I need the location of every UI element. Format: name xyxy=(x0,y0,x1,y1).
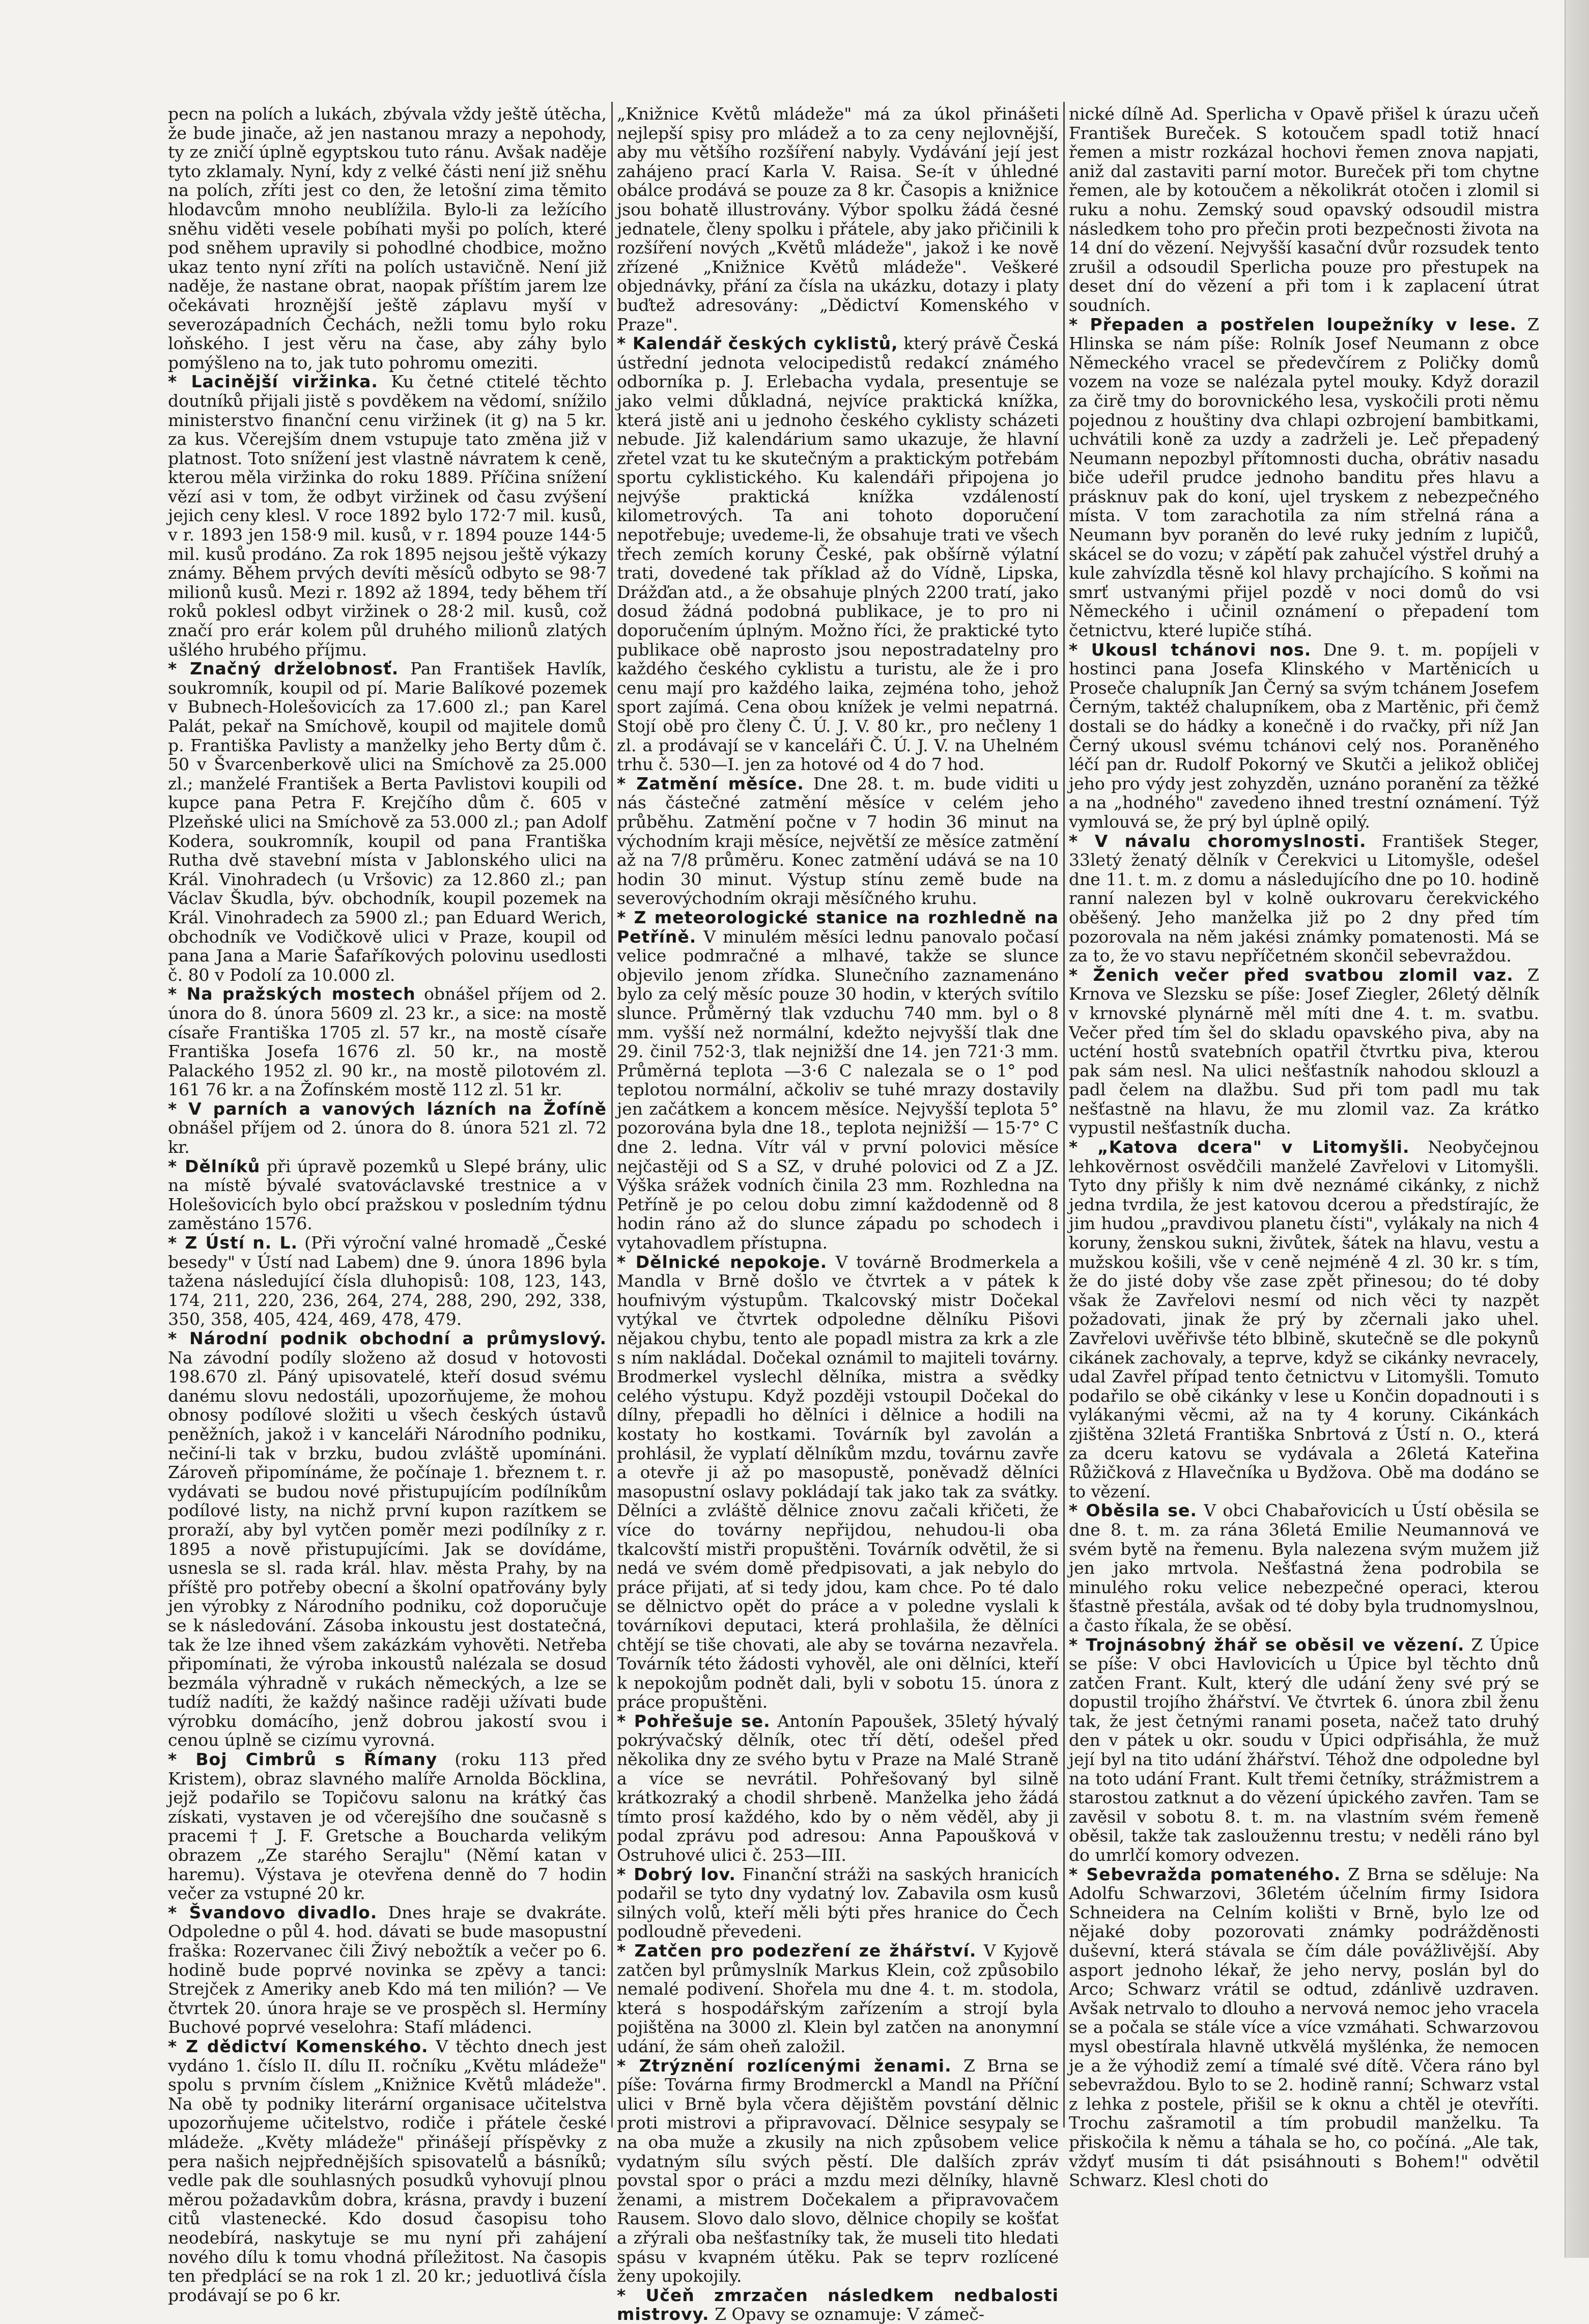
article-body: Z Brna se píše: Továrna firmy Brodmerckl a Mandl na Příční ulici v Brně byla včera dějištěm povstání dělnic proti mistrovi a připravovací. Dělnice sesypaly se na oba muže a zkusily na nich způsobem velice vydatným sílu svých pěstí. Dle dalších zpráv povstal spor o práci a mzdu mezi dělníky, hlavně ženami, a mistrem Dočekalem a připravovačem Rausem. Slovo dalo slovo, dělnice chopily se košťat a zřýrali oba nešťastníky tak, že museli tito hledati spásu v kvapném útěku. Pak se teprv rozlícené ženy upokojily. xyxy=(617,2055,1059,2286)
article-paragraph xyxy=(1069,1501,1539,1635)
article-headline: * Dělníků xyxy=(168,1156,261,1176)
article-headline: * Dělnické nepokoje. xyxy=(617,1252,828,1272)
column-3 xyxy=(1069,104,1540,2191)
article-body: (Při výroční valné hromadě „České besedy" v Ústí nad Labem) dne 9. února 1896 byla tažena následující čísla dluhopisů: 108, 123, 143, 174, 211, 220, 236, 264, 274, 288, 290, 292, 338, 350, 358, 405, 424, 469, 478, 479. xyxy=(168,1233,607,1329)
article-headline: * Pohřešuje se. xyxy=(617,1711,771,1731)
article-headline: * Trojnásobný žhář se oběsil ve vězení. xyxy=(1069,1634,1465,1655)
article-body: Z Krnova ve Slezsku se píše: Josef Ziegler, 26letý dělník v krnovské plynárně měl míti dne 4. t. m. svatbu. Večer před tím šel do skladu opavského piva, aby na ucténí hostů svatebních opatřil čtvrtku piva, kterou pak sám nesl. Na ulici nešťastník nahodou sklouzl a padl čelem na dlažbu. Sud při tom padl mu tak nešťastně na hlavu, že mu zlomil vaz. Za krátko vypustil nešťastník ducha. xyxy=(1069,965,1540,1138)
article-body: Neobyčejnou lehkověrnost osvědčili manželé Zavřelovi v Litomyšli. Tyto dny přišly k nim dvě neznámé cikánky, z nichž jedna tvrdila, že jest katovou dcerou a předstírajíc, že jim hudou „pravdivou planetu čísti", vylákaly na nich 4 koruny, ženskou sukni, živůtek, šátek na hlavu, vestu a mužskou košili, vše v ceně nejméně 4 zl. 30 kr. s tím, že do jisté doby vše zase zpět přinesou; do té doby však že Zavřelovi nesmí od nich věci ty nazpět požadovati, jinak že prý by zčernali jako uhel. Zavřelovi uvěřivše této blbině, skutečně se dle pokynů cikánek zachovaly, a teprve, když se cikánky nevracely, udal Zavřel případ tento četnictvu v Litomyšli. Tomuto podařilo se obě cikánky v lese u Končin dopadnouti i s vylákanými věcmi, až na ty 4 koruny. Cikánkách zjištěna 32letá Františka Snbrtová z Ústí n. O., která za dceru katovu se vydávala a 26letá Kateřina Růžičková z Hlavečníka u Bydžova. Obě ma dodáno se to vězení. xyxy=(1069,1137,1539,1501)
article-paragraph xyxy=(617,1253,1059,1712)
article-headline: * Sebevražda pomateného. xyxy=(1069,1864,1341,1884)
article-headline: * Ztrýznění rozlícenými ženami. xyxy=(617,2055,952,2076)
article-paragraph xyxy=(1069,640,1539,832)
article-paragraph xyxy=(1069,104,1539,315)
article-body: Dnes hraje se dvakráte. Odpoledne o půl 4. hod. dávati se bude masopustní fraška: Rozervanec čili Živý nebožtík a večer po 6. hodině bude poprvé novinka se zpěvy a tanci: Strejček z Ameriky aneb Kdo má ten milión? — Ve čtvrtek 20. února hraje se ve prospěch sl. Hermíny Buchové poprvé veselohra: Stafí mládenci. xyxy=(168,1902,607,2037)
article-headline: * V návalu choromyslnosti. xyxy=(1069,831,1367,851)
article-body: Pan František Havlík, soukromník, koupil od pí. Marie Balíkové pozemek v Bubnech-Holešovicích za 17.600 zl.; pan Karel Palát, pekař na Smíchově, koupil od majitele domů p. Františka Pavlisty a manželky jeho Berty dům č. 50 v Švarcenberkově ulici na Smíchově za 25.000 zl.; manželé František a Berta Pavlistovi koupili od kupce pana Petra F. Krejčího dům č. 605 v Plzeňské ulici na Smíchově za 53.000 zl.; pan Adolf Kodera, soukromník, koupil od pana Františka Rutha dvě stavební místa v Jablonského ulici na Král. Vinohradech (u Vršovic) za 12.860 zl.; pan Václav Škudla, býv. obchodník, koupil pozemek na Král. Vinohradech za 5900 zl.; pan Eduard Werich, obchodník ve Vodičkově ulici v Praze, koupil od pana Jana a Marie Šafaříkových polovinu usedlosti č. 80 v Podolí za 10.000 zl. xyxy=(168,659,607,985)
article-paragraph xyxy=(617,104,1059,334)
article-headline: * V parních a vanových lázních na Žofíně xyxy=(168,1098,607,1119)
article-body: Z Opavy se oznamuje: V zámeč- xyxy=(709,2304,985,2324)
article-body: V minulém měsíci lednu panovalo počasí velice podmračné a mlhavé, takže se slunce objevilo jenom zřídka. Slunečního zaznamenáno bylo za celý měsíc pouze 30 hodin, v kterých svítilo slunce. Průměrný tlak vzduchu 740 mm. byl o 8 mm. vyšší než normální, kdežto nejvyšší tlak dne 29. činil 752·3, tlak nejnižší dne 14. jen 721·3 mm. Průměrná teplota —3·6 C nalezala se o 1° pod teplotou normální, ačkoliv se tuhé mrazy dostavily jen začátkem a koncem měsíce. Nejvyšší teplota 5° pozorována byla dne 18., teplota nejnižší — 15·7° C dne 2. ledna. Vítr vál v první polovici měsíce nejčastěji od S a SZ, v druhé polovici od Z a JZ. Výška srážek vodních činila 23 mm. Rozhledna na Petříně je po celou dobu zimní každodenně od 8 hodin ráno až do slunce západu po schodech i vytahovadlem přístupna. xyxy=(617,926,1059,1253)
article-body: (roku 113 před Kristem), obraz slavného malíře Arnolda Böcklina, jejž podařilo se Topičovu salonu na krátký čas získati, vystaven je od včerejšího dne současně s pracemi † J. F. Gretsche a Boucharda velikým obrazem „Ze starého Serajlu" (Němí katan v haremu). Výstava je otevřena denně do 7 hodin večer za vstupné 20 kr. xyxy=(168,1749,607,1904)
article-headline: * Národní podnik obchodní a průmyslový. xyxy=(168,1328,607,1348)
article-body: pecn na polích a lukách, zbývala vždy ještě útěcha, že bude jinače, až jen nastanou mrazy a nepohody, ty ze zničí úplně egyptskou tuto ránu. Avšak naděje tyto zklamaly. Nyní, kdy z velké části není již sněhu na polích, zříti jest co den, že letošní zima těmito hlodavcům mnoho neublížila. Bylo-li za ležícího sněhu viděti vesele pobíhati myši po polích, které pod sněhem upravily si pohodlné chodbice, možno ukaz tento nyní zříti na polích ustavičně. Není již naděje, že nastane obrat, naopak příštím jarem lze očekávati hroznější ještě záplavu myší v severozápadních Čechách, nežli tomu bylo roku loňského. I jest věru na čase, aby záhy bylo pomýšleno na to, jak tuto pohromu omeziti. xyxy=(168,104,607,373)
article-body: který právě Česká ústřední jednota velocipedistů redakcí známého odborníka p. J. Erlebacha vydala, presentuje se jako velmi důkladná, nejvíce praktická knížka, která jistě ani u jednoho českého cyklisty scházeti nebude. Již kalendárium samo ukazuje, že hlavní zřetel vzat tu ke skutečným a praktickým potřebám sportu cyklistického. Ku kalendáři připojena jo nejvýše praktická knížka vzdáleností kilometrových. Ta ani tohoto doporučení nepotřebuje; uvedeme-li, že obsahuje trati ve všech třech zemích koruny České, pak obšírně výlatní trati, dovedené tak příklad až do Vídně, Lipska, Drážďan atd., a že obsahuje plných 2200 tratí, jako dosud žádná podobná publikace, je to pro ni doporučením úplným. Možno říci, že praktické tyto publikace obě naprosto jsou nepostradatelny pro každého českého cyklistu a turistu, ale že i pro cenu mají pro každého laika, zejména toho, jehož sport zajímá. Cena obou knížek je velmi nepatrná. Stojí obě pro členy Č. Ú. J. V. 80 kr., pro nečleny 1 zl. a prodávají se v kanceláři Č. Ú. J. V. na Uhelném trhu č. 530—I. jen za hotové od 4 do 7 hod. xyxy=(617,333,1059,775)
article-paragraph xyxy=(1069,315,1539,640)
article-paragraph xyxy=(168,984,607,1099)
article-body: nické dílně Ad. Sperlicha v Opavě přišel k úrazu učeň František Bureček. S kotoučem spadl totiž hnací řemen a mistr rozkázal hochovi řemen znova napjati, aniž dal zastaviti parní motor. Bureček při tom chytne řemen, ale by kotoučem a několikrát otočen i zlomil si ruku a nohu. Zemský soud opavský odsoudil mistra následkem toho pro přečin proti bezpečnosti života na 14 dní do vězení. Nejvyšší kasační dvůr rozsudek tento zrušil a odsoudil Sperlicha pouze pro přestupek na deset dní do vězení a při tom i k zaplacení útrat soudních. xyxy=(1069,104,1539,315)
article-paragraph xyxy=(617,908,1059,1253)
article-body: Z Hlinska se nám píše: Rolník Josef Neumann z obce Německého vracel se předevčírem z Poličky domů vozem na voze se nalézala pytel mouky. Když dorazil za čirě tmy do borovnického lesa, vyskočili proti němu pojednou z houštiny dva chlapi ozbrojení bambitkami, uchvátili koně za uzdy a zadrželi je. Leč přepadený Neumann nepozbyl přítomnosti ducha, obrátiv nasadu biče udeřil prudce jednoho banditu přes hlavu a prásknuv pak do koní, ujel tryskem z nebezpečného místa. V tom zarachotila za ním střelná rána a Neumann byv poraněn do levé ruky jedním z lupičů, skácel se do vozu; v zápětí pak zahučel výstřel druhý a kule zahvízdla těsně kol hlavy prchajícího. S koňmi na smrť ustvanými přijel pozdě v noci domů do vsi Německého i učinil oznámení o přepadení tom četnictvu, které lupiče stíhá. xyxy=(1069,314,1540,641)
article-paragraph xyxy=(1069,1635,1539,1865)
article-body: Z Úpice se píše: V obci Havlovicích u Úpice byl těchto dnů zatčen Frant. Kult, který dle udání ženy své prý se dopustil trojího žhářství. Ve čtvrtek 6. února zbil ženu tak, že jest četnými ranami poseta, načež tato druhý den v pátek u okr. soudu v Úpici odpřisáhla, že muž její byl na tito udání žhářství. Téhož dne odpoledne byl na toto udání Frant. Kult třemi četníky, strážmistrem a starostou zatknut a do vězení úpického zavřen. Tam se zavěsil v sobotu 8. t. m. na vlastním svém řemeně oběsil, takže tak zasloužennu trestu; v neděli ráno byl do umrlčí komory odvezen. xyxy=(1069,1634,1539,1865)
column-3-text xyxy=(1069,104,1539,2190)
article-body: Antonín Papoušek, 35letý hývalý pokrývačský dělník, otec tří dětí, odešel před několika dny ze svého bytu v Praze na Malé Straně a více se nevrátil. Pohřešovaný byl silně krátkozraký a chodil shrbeně. Manželka jeho žádá tímto prosí každého, kdo by o něm věděl, aby ji podal zprávu pod adresou: Anna Papoušková v Ostruhové ulici č. 253—III. xyxy=(617,1711,1059,1865)
article-headline: * Ženich večer před svatbou zlomil vaz. xyxy=(1069,965,1514,985)
article-paragraph xyxy=(168,1750,607,1903)
article-headline: * Kalendář českých cyklistů, xyxy=(617,333,898,354)
article-headline: * Zatmění měsíce. xyxy=(617,773,804,793)
article-paragraph xyxy=(168,659,607,984)
article-paragraph xyxy=(617,1865,1059,1941)
article-body: V továrně Brodmerkela a Mandla v Brně došlo ve čtvrtek a v pátek k houfnivým výstupům. Tkalcovský mistr Dočekal vytýkal ve čtvrtek odpoledne dělníku Pišovi nějakou chybu, tento ale popadl mistra za krk a zle s ním nakládal. Dočekal oznámil to majiteli továrny. Brodmerkel vyslechl dělníka, mistra a svědky celého výstupu. Když později vstoupil Dočekal do dílny, přepadli ho dělníci i dělnice a hodili na kostaty ho kostkami. Továrník byl zavolán a prohlásil, že vyplatí dělníkům mzdu, továrnu zavře a otevře ji až po masopustě, poněvadž dělníci masopustní oslavy pokládají tak jako tak za svátky. Dělníci a zvláště dělnice znovu začali křičeti, že více do továrny nepřijdou, nehudou-li oba tkalcovští mistři propuštěni. Továrník odvětil, že si nedá ve svém domě předpisovati, a jak nebylo do práce přijati, ať si tedy jdou, kam chce. Po té dalo se dělnictvo opět do práce a v poledne vyslali k továrníkovi deputaci, která prohlašila, že dělníci chtějí se tiše chovati, ale aby se továrna nezavřela. Továrník této žádosti vyhověl, ale oni dělníci, kteří k nepokojům podnět dali, byli v sobotu 15. února z práce propuštěni. xyxy=(617,1252,1059,1712)
article-headline: * Boj Cimbrů s Římany xyxy=(168,1749,438,1770)
article-headline: * Učeň zmrzačen následkem nedbalosti mistrovy. xyxy=(617,2285,1059,2324)
article-paragraph xyxy=(617,774,1059,908)
article-headline: * Oběsila se. xyxy=(1069,1500,1197,1521)
article-headline: * Na pražských mostech xyxy=(168,984,416,1004)
article-paragraph xyxy=(617,2056,1059,2286)
article-body: Finanční stráži na saských hranicích podařil se tyto dny vydatný lov. Zabavila osm kusů silných volů, kteří měli býti přes hranice do Čech podloudně převedeni. xyxy=(617,1864,1059,1942)
article-paragraph xyxy=(1069,832,1539,966)
column-2 xyxy=(617,104,1059,2324)
article-paragraph xyxy=(1069,1865,1539,2190)
article-headline: * Zatčen pro podezření ze žhářství. xyxy=(617,1941,977,1961)
article-paragraph xyxy=(168,1157,607,1233)
article-paragraph xyxy=(617,1941,1059,2056)
article-paragraph xyxy=(168,2037,607,2305)
column-1 xyxy=(168,104,607,2305)
article-body: obnášel příjem od 2. února do 8. února 5609 zl. 23 kr., a sice: na mostě císaře Františka 1705 zl. 57 kr., na mostě císaře Františka Josefa 1676 zl. 50 kr., na mostě Palackého 1952 zl. 90 kr., na mostě pilotovém zl. 161 76 kr. a na Žofínském mostě 112 zl. 51 kr. xyxy=(168,984,607,1100)
article-headline: * Z meteorologické stanice na rozhledně na Petříně. xyxy=(617,907,1059,947)
article-body: Z Brna se sděluje: Na Adolfu Schwarzovi, 36letém účelním firmy Isidora Schneidera na Celním kolišti v Brně, bylo lze od nějaké doby pozorovati známky podrážděnosti duševní, která stávala se čím dále povážlivější. Aby asport jednoho lékař, že jeho nervy, poslán byl do Arco; Schwarz vrátil se odtud, zdánlivě uzdraven. Avšak netrvalo to dlouho a nervová nemoc jeho vracela se a počala se stále více a více vzmáhati. Schwarzovou mysl obestírala hlavně utkvělá myšlénka, že nemocen je a že výhodiž zemí a tímalé své dítě. Včera ráno byl sebevraždou. Bylo to se 2. hodině ranní; Schwarz vstal z lehka z postele, přišil se k oknu a chtěl je otevříti. Trochu zašramotil a tím probudil manželku. Ta přiskočila k němu a táhala se ho, co počíná. „Ale tak, vždyť musím ti dát psisáhnouti s Bohem!" odvětil Schwarz. Klesl choti do xyxy=(1069,1864,1539,2191)
article-body: V Kyjově zatčen byl průmyslník Markus Klein, což způsobilo nemalé podivení. Shořela mu dne 4. t. m. stodola, která s hospodářským zařízením a strojí byla pojištěna na 3000 zl. Klein byl zatčen na anonymní udání, že sám oheň založil. xyxy=(617,1941,1059,2056)
article-headline: * Ukousl tchánovi nos. xyxy=(1069,639,1312,660)
article-headline: * „Katova dcera" v Litomyšli. xyxy=(1069,1137,1410,1157)
column-divider-1 xyxy=(611,102,613,2128)
article-body: „Knižnice Květů mládeže" má za úkol přinášeti nejlepší spisy pro mládež a to za ceny nejlovnější, aby mu většího rozšíření nabyly. Vydávání její jest zahájeno prací Karla V. Raisa. Se-ít v úhledné obálce prodává se pouze za 8 kr. Časopis a knižnice jsou bohatě illustrovány. Výbor spolku žádá česné jednatele, členy spolku i přátele, aby jako přičinili k rozšíření nových „Květů mládeže", jakož i ke nově zřízené „Knižnice Květů mládeže". Veškeré objednávky, přání za čísla na ukázku, dotazy i platy buďtež adresovány: „Dědictví Komenského v Praze". xyxy=(617,104,1059,334)
article-body: František Steger, 33letý ženatý dělník v Čerekvici u Litomyšle, odešel dne 11. t. m. z domu a následujícího dne po 10. hodině ranní nalezen byl v kolně oukrovaru čerekvického oběšený. Jeho manželka již po 2 dny před tím pozorovala na něm jakési známky pomatenosti. Má se za to, že vo stavu nepříčetném skončil sebevraždou. xyxy=(1069,831,1540,966)
article-paragraph xyxy=(168,1099,607,1157)
article-headline: * Švandovo divadlo. xyxy=(168,1902,378,1922)
column-2-text xyxy=(617,104,1059,2324)
article-paragraph xyxy=(168,104,607,372)
article-body: V obci Chabařovicích u Ústí oběsila se dne 8. t. m. za rána 36letá Emilie Neumannová ve svém bytě na řemenu. Byla nalezena svým mužem již jen jako mrtvola. Nešťastná žena podrobila se minulého roku velice nebezpečné operaci, kterou šťastně přestála, avšak od té doby byla trudnomyslnou, a často říkala, že se oběsí. xyxy=(1069,1500,1539,1635)
article-paragraph xyxy=(1069,966,1539,1138)
column-1-text xyxy=(168,104,607,2305)
article-body: Dne 9. t. m. popíjeli v hostinci pana Josefa Klinského v Martěnicích u Proseče chalupník Jan Černý sa svým tchánem Josefem Černým, taktéž chalupníkem, oba z Martěnic, při čemž dostali se do hádky a konečně i do rvačky, při níž Jan Černý ukousl svému tchánovi celý nos. Poraněného léčí pan dr. Rudolf Pokorný ve Skutči a jelikož obličej jeho pro výdy jest zohyzděn, uznáno poranění za těžké a na „hodného" zavedeno ihned trestní oznámení. Týž vymlouvá se, že prý byl úplně opilý. xyxy=(1069,639,1539,832)
article-paragraph xyxy=(617,334,1059,774)
article-body: Dne 28. t. m. bude viditi u nás částečné zatmění měsíce v celém jeho průběhu. Zatmění počne v 7 hodin 36 minut na východním kraji měsíce, největší ze měsíce zatmění až na 7/8 průměru. Konec zatmění udává se na 10 hodin 30 minut. Výstup stínu země bude na severovýchodním okraji měsíčného kruhu. xyxy=(617,773,1059,909)
article-headline: * Z dědictví Komenského. xyxy=(168,2036,429,2056)
article-headline: * Přepaden a postřelen loupežníky v lese. xyxy=(1069,314,1517,334)
article-body: při úpravě pozemků u Slepé brány, ulic na místě bývalé svatováclavské trestnice a v Holešovicích bylo obcí pražskou v posledním týdnu zaměstáno 1576. xyxy=(168,1156,607,1234)
article-headline: * Dobrý lov. xyxy=(617,1864,736,1884)
page-edge xyxy=(1566,0,1589,2258)
article-body: V těchto dnech jest vydáno 1. číslo II. dílu II. ročníku „Květu mládeže" spolu s prvním číslem „Knižnice Květů mládeže". Na obě ty podniky literární organisace učitelstva upozorňujeme učitelstvo, rodiče i přátele české mládeže. „Květy mládeže" přinášejí příspěvky z pera našich nejpřednějších spisovatelů a básníků; vedle pak dle souhlasných posudků vyhovují plnou měrou požadavkům dobra, krásna, pravdy i buzení citů vlastenecké. Kdo dosud časopisu toho neodebírá, naskytuje se mu nyní při zahájení nového dílu k tomu vhodná příležitost. Na časopis ten předplácí se na rok 1 zl. 20 kr.; jeduotlivá čísla prodávají se po 6 kr. xyxy=(168,2036,607,2305)
article-paragraph xyxy=(168,1903,607,2037)
article-paragraph xyxy=(168,1233,607,1329)
article-paragraph xyxy=(168,372,607,659)
article-headline: * Lacinější viržinka. xyxy=(168,372,378,392)
article-paragraph xyxy=(1069,1138,1539,1501)
article-headline: * Z Ústí n. L. xyxy=(168,1233,298,1253)
article-paragraph xyxy=(617,2286,1059,2324)
article-body: Na závodní podíly složeno až dosud v hotovosti 198.670 zl. Páný upisovatelé, kteří dosud svému danému slovu nedostáli, upozorňujeme, že mohou obnosy podílové složiti u všech českých ústavů peněžních, jakož i v kanceláři Národního podniku, nečiní-li tak v brzku, budou zvláště upomínáni. Zároveň připomínáme, že počínaje 1. březnem t. r. vydávati se budou nové přistupujícím podílníkům podílové listy, na nichž první kupon razítkem se proraží, aby byl vytčen poměr mezi podílníky z r. 1895 a nově přistupujícími. Jak se dovídáme, usnesla se sl. rada král. hlav. města Prahy, by na příště pro potřeby obecní a školní opatřovány byly jen výrobky z Národního podniku, což doporučuje se k následování. Zásoba inkoustu jest dostatečná, tak že lze ihned všem zakázkám vyhověti. Netřeba připomínati, že výroba inkoustů nalézala se dosud bezmála výhradně v rukách německých, a lze se tudíž nadíti, že každý našince raději užívati bude výrobku domácího, jenž dobrou jakostí svou i cenou úplně se cizímu vyrovná. xyxy=(168,1347,607,1750)
article-paragraph xyxy=(617,1712,1059,1865)
article-body: obnášel příjem od 2. února do 8. února 521 zl. 72 kr. xyxy=(168,1118,607,1157)
article-paragraph xyxy=(168,1329,607,1750)
article-body: Ku četné ctitelé těchto doutníků přijali jistě s povděkem na vědomí, snížilo ministerstvo finanční cenu viržinek (it g) na 5 kr. za kus. Včerejším dnem vstupuje tato změna již v platnost. Toto snížení jest vlastně návratem k ceně, kterou měla viržinka do roku 1889. Příčina snížení vězí asi v tom, že odbyt viržinek od času zvýšení jejich ceny klesl. V roce 1892 bylo 172·7 mil. kusů, v r. 1893 jen 158·9 mil. kusů, v r. 1894 pouze 144·5 mil. kusů prodáno. Za rok 1895 nejsou ještě výkazy známy. Během prvých devíti měsíců odbyto se 98·7 milionů kusů. Mezi r. 1892 až 1894, tedy během tří roků poklesl odbyt viržinek o 28·2 mil. kusů, což značí pro erár kolem půl druhého milionů zlatých ušlého hrubého příjmu. xyxy=(168,372,607,660)
column-divider-2 xyxy=(1063,102,1065,2128)
article-headline: * Značný drželobnosť. xyxy=(168,659,399,679)
